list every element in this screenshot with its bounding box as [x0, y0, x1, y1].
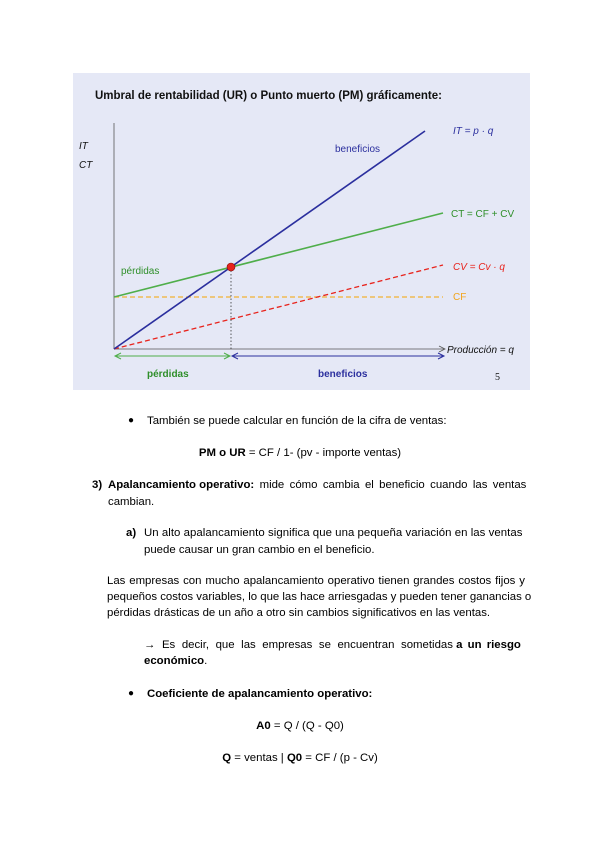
item-a-line2: puede causar un gran cambio en el beneficio. [144, 544, 375, 556]
formula-q [0, 750, 600, 766]
formula-pm-ur-bold: PM o UR [198, 447, 246, 459]
formula-q0-bold: Q0 [286, 752, 303, 764]
y-axis-label-it: IT [79, 141, 88, 152]
arrow-note-period: . [204, 655, 208, 667]
bullet-dot: ● [128, 415, 135, 426]
bottom-label-perdidas: pérdidas [147, 369, 189, 380]
section-number: 3) [92, 479, 103, 491]
chart-title: Umbral de rentabilidad (UR) o Punto muerto (PM) gráficamente: [95, 90, 442, 102]
paragraph-line3: pérdidas drásticas de un año a otro sin cambios significativos en las ventas. [107, 607, 491, 619]
formula-q-mid: = ventas | [231, 752, 287, 764]
arrow-note-bold-2: económico [144, 655, 205, 667]
bullet-dot-2: ● [128, 688, 135, 699]
formula-a0-rest: = Q / (Q - Q0) [270, 720, 344, 732]
item-a-line1: Un alto apalancamiento significa que una pequeña variación en las ventas [144, 527, 523, 539]
formula-q-bold: Q [222, 752, 232, 764]
slide-number: 5 [495, 372, 500, 383]
formula-a0-bold: A0 [256, 720, 271, 732]
label-cf-line: CF [453, 292, 467, 303]
formula-pm-ur [0, 445, 600, 461]
y-axis-label-ct: CT [79, 160, 93, 171]
paragraph-line2: pequeños costos variables, lo que las hace arriesgadas y pueden tener ganancias o [107, 591, 532, 603]
label-perdidas-left: pérdidas [121, 266, 160, 277]
arrow-note-line2 [144, 653, 207, 669]
bullet-sales-text: También se puede calcular en función de la cifra de ventas: [147, 415, 447, 427]
label-it-line: IT = p · q [453, 126, 494, 137]
formula-q0-rest: = CF / (p - Cv) [302, 752, 378, 764]
arrow-note-normal: → Es decir, que las empresas se encuentran sometidas [144, 639, 453, 651]
section-heading-line2: cambian. [108, 496, 155, 508]
section-title: Apalancamiento operativo: [108, 479, 255, 491]
break-even-chart [73, 73, 530, 390]
paragraph-line1: Las empresas con mucho apalancamiento operativo tienen grandes costos fijos y [107, 575, 525, 587]
arrow-note-line1 [144, 637, 521, 653]
label-ct-line: CT = CF + CV [451, 209, 515, 220]
arrow-note-bold: a un riesgo [456, 639, 521, 651]
label-cv-line: CV = Cv · q [453, 262, 505, 273]
label-beneficios-top: beneficios [335, 144, 381, 155]
break-even-point [227, 263, 235, 271]
section-heading-line1 [108, 477, 527, 493]
bullet-leverage-title: Coeficiente de apalancamiento operativo: [147, 688, 373, 700]
bottom-label-beneficios: beneficios [318, 369, 368, 380]
x-axis-label: Producción = q [447, 345, 514, 356]
section-title-rest: mide cómo cambia el beneficio cuando las ventas [254, 479, 527, 491]
formula-a0 [0, 718, 600, 734]
formula-pm-ur-rest: = CF / 1- (pv - importe ventas) [245, 447, 402, 459]
item-a-letter: a) [126, 527, 137, 539]
